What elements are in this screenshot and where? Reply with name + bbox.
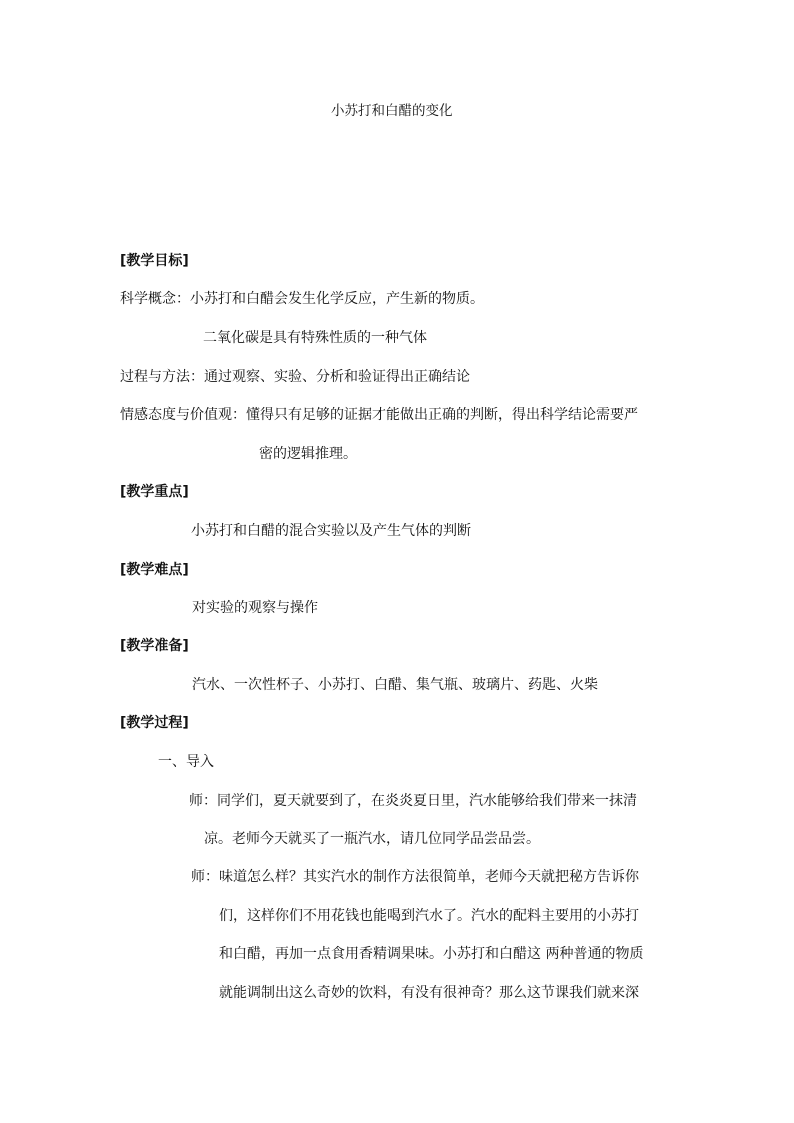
document-title: 小苏打和白醋的变化 — [331, 103, 453, 119]
key-points-heading: [教学重点] — [120, 484, 189, 500]
preparation-text: 汽水、一次性杯子、小苏打、白醋、集气瓶、玻璃片、药匙、火柴 — [192, 677, 598, 693]
teacher-dialogue-1-line-1: 师：同学们，夏天就要到了，在炎炎夏日里，汽水能够给我们带来一抹清 — [189, 793, 637, 809]
attitude-line-2: 密的逻辑推理。 — [259, 446, 357, 462]
teacher-dialogue-1-line-2: 凉。老师今天就买了一瓶汽水，请几位同学品尝品尝。 — [204, 831, 540, 847]
process-method-line: 过程与方法：通过观察、实验、分析和验证得出正确结论 — [120, 369, 470, 385]
section-intro-heading: 一、导入 — [158, 754, 214, 770]
preparation-heading: [教学准备] — [120, 638, 189, 654]
teacher-dialogue-2-line-4: 就能调制出这么奇妙的饮料，有没有很神奇？那么这节课我们就来深 — [219, 985, 639, 1001]
key-points-text: 小苏打和白醋的混合实验以及产生气体的判断 — [191, 523, 471, 539]
teacher-dialogue-2-line-2: 们，这样你们不用花钱也能喝到汽水了。汽水的配料主要用的小苏打 — [219, 908, 639, 924]
difficulties-text: 对实验的观察与操作 — [192, 600, 318, 616]
teacher-dialogue-2-line-3: 和白醋，再加一点食用香精调果味。小苏打和白醋这 两种普通的物质 — [219, 946, 644, 962]
science-concept-line-2: 二氧化碳是具有特殊性质的一种气体 — [203, 330, 427, 346]
science-concept-line-1: 科学概念：小苏打和白醋会发生化学反应，产生新的物质。 — [120, 291, 484, 307]
process-heading: [教学过程] — [120, 715, 189, 731]
difficulties-heading: [教学难点] — [120, 562, 189, 578]
attitude-line-1: 情感态度与价值观：懂得只有足够的证据才能做出正确的判断，得出科学结论需要严 — [120, 407, 638, 423]
objectives-heading: [教学目标] — [120, 253, 189, 269]
teacher-dialogue-2-line-1: 师：味道怎么样？其实汽水的制作方法很简单，老师今天就把秘方告诉你 — [191, 869, 639, 885]
